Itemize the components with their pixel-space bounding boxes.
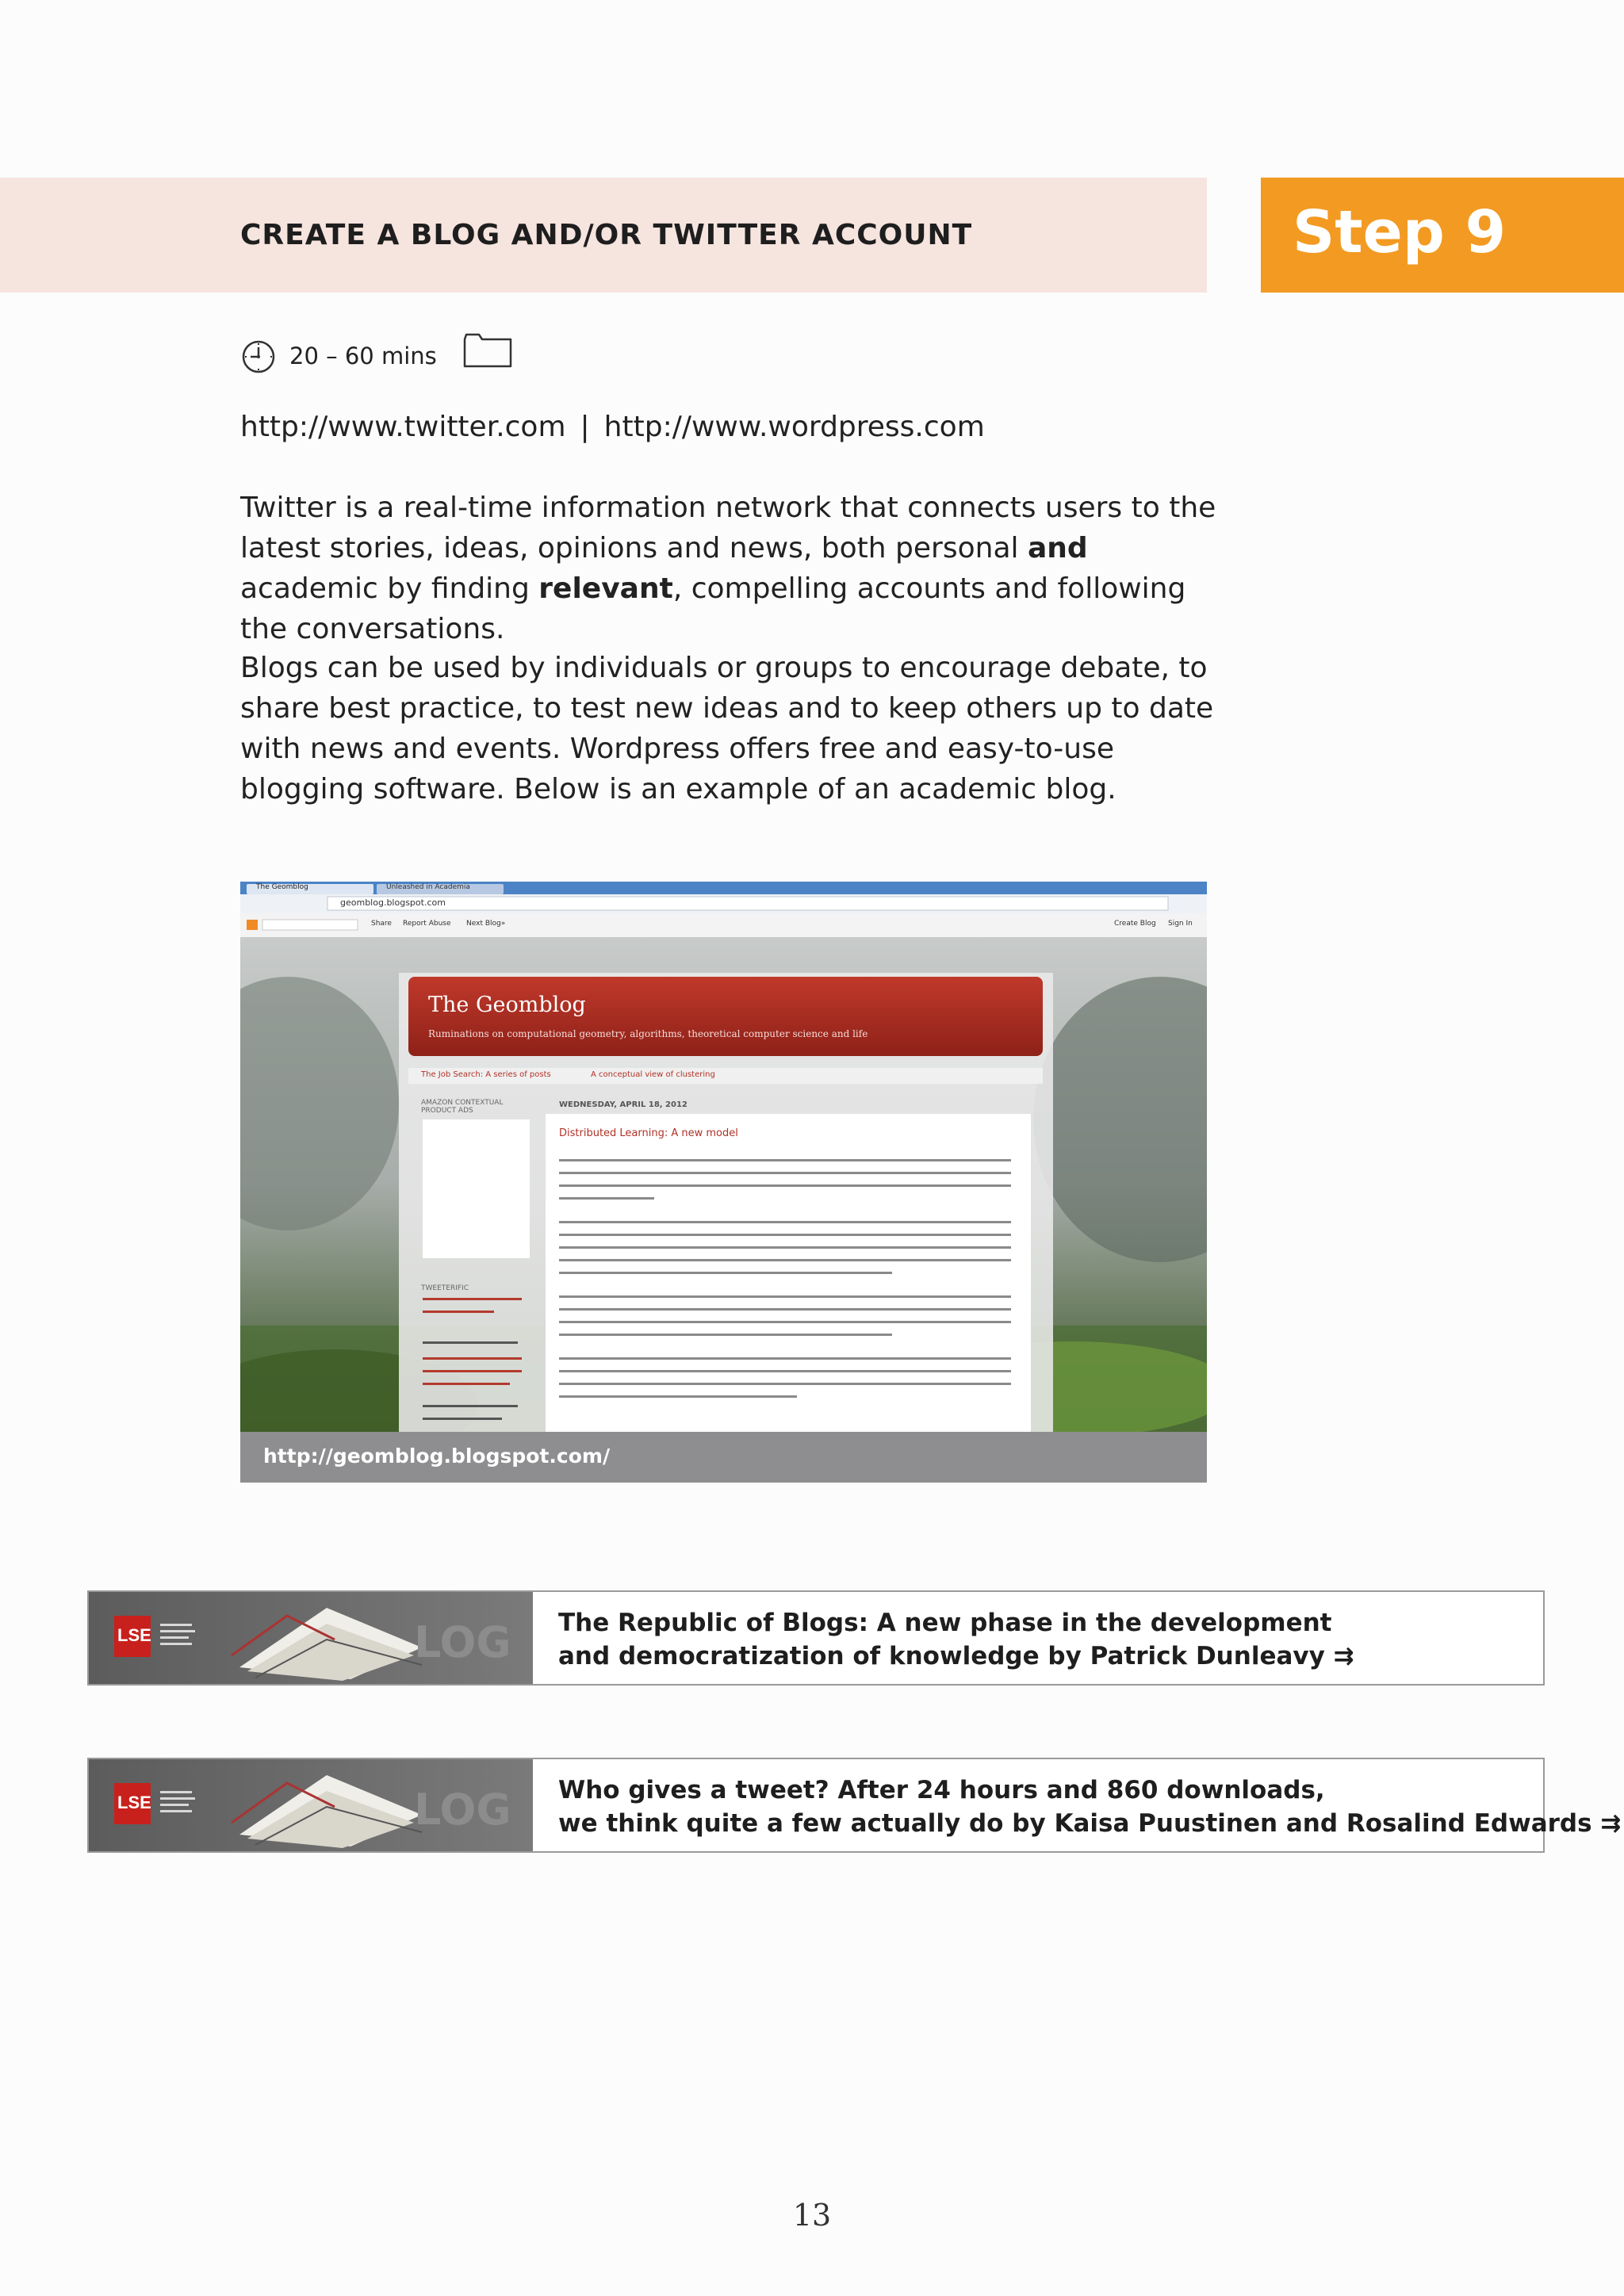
folder-icon <box>463 333 512 368</box>
link-separator: | <box>580 411 590 443</box>
banner-1-line-2: and democratization of knowledge by Patrick Dunleavy ⇉ <box>558 1642 1354 1670</box>
clock-icon <box>240 338 277 374</box>
blog-screenshot-image <box>240 882 1207 1483</box>
browser-address: geomblog.blogspot.com <box>340 897 446 908</box>
paragraph-text: , compelling accounts and following the conversations. <box>240 572 1186 645</box>
lse-logo: LSE <box>117 1625 151 1645</box>
toolbar-share: Share <box>371 920 392 928</box>
toolbar-report: Report Abuse <box>403 920 451 928</box>
blog-title: The Geomblog <box>428 993 586 1017</box>
lse-blog-banner-image <box>89 1759 533 1851</box>
emphasis-relevant: relevant <box>538 572 673 605</box>
browser-tab-2: Unleashed in Academia <box>386 883 470 891</box>
twitter-description <box>240 488 1224 649</box>
lse-blog-banner-image <box>89 1592 533 1684</box>
banner-1-title[interactable] <box>558 1606 1354 1673</box>
blog-description: Blogs can be used by individuals or groups to encourage debate, to share best practice, to test new ideas and to keep others up to date with news and events. Wordpress offers free and easy-to-use blogging software. Below is an example of an academic blog. <box>240 652 1214 806</box>
paragraph-text: academic by finding <box>240 572 539 605</box>
sidebar-heading: AMAZON CONTEXTUAL PRODUCT ADS <box>421 1099 504 1115</box>
reading-banner-1[interactable] <box>87 1590 1545 1686</box>
emphasis-and: and <box>1027 532 1088 564</box>
banner-2-line-1: Who gives a tweet? After 24 hours and 860 downloads, <box>558 1776 1325 1804</box>
blog-screenshot <box>240 882 1207 1483</box>
toolbar-create: Create Blog <box>1114 920 1156 928</box>
banner-2-line-2: we think quite a few actually do by Kaisa Puustinen and Rosalind Edwards ⇉ <box>558 1809 1622 1838</box>
duration-text: 20 – 60 mins <box>289 342 437 369</box>
resource-links <box>240 411 985 443</box>
reading-banner-2[interactable] <box>87 1758 1622 1853</box>
banner-2-title[interactable] <box>558 1774 1621 1840</box>
wordpress-link[interactable]: http://www.wordpress.com <box>603 411 985 443</box>
blog-caption-link[interactable]: http://geomblog.blogspot.com/ <box>263 1445 611 1468</box>
browser-tab-1: The Geomblog <box>256 883 308 891</box>
section-title: CREATE A BLOG AND/OR TWITTER ACCOUNT <box>240 219 973 251</box>
blog-tagline: Ruminations on computational geometry, algorithms, theoretical computer science and life <box>428 1028 868 1039</box>
step-label: Step 9 <box>1293 198 1507 266</box>
blog-nav-1: The Job Search: A series of posts <box>421 1070 551 1079</box>
blog-nav-2: A conceptual view of clustering <box>591 1070 715 1079</box>
paragraph-text: Twitter is a real-time information network that connects users to the latest stories, ideas, opinions and news, both personal <box>240 492 1216 564</box>
lse-logo: LSE <box>117 1793 151 1812</box>
sidebar-heading-2: TWEETERIFIC <box>421 1284 469 1292</box>
svg-text:LOG: LOG <box>414 1617 511 1667</box>
twitter-link[interactable]: http://www.twitter.com <box>240 411 566 443</box>
banner-1-line-1: The Republic of Blogs: A new phase in the development <box>558 1609 1332 1637</box>
post-title: Distributed Learning: A new model <box>559 1127 738 1139</box>
page-number: 13 <box>792 2198 832 2233</box>
toolbar-sign: Sign In <box>1168 920 1193 928</box>
post-date: WEDNESDAY, APRIL 18, 2012 <box>559 1100 688 1109</box>
svg-text:LOG: LOG <box>414 1785 511 1835</box>
toolbar-next: Next Blog» <box>466 920 506 928</box>
